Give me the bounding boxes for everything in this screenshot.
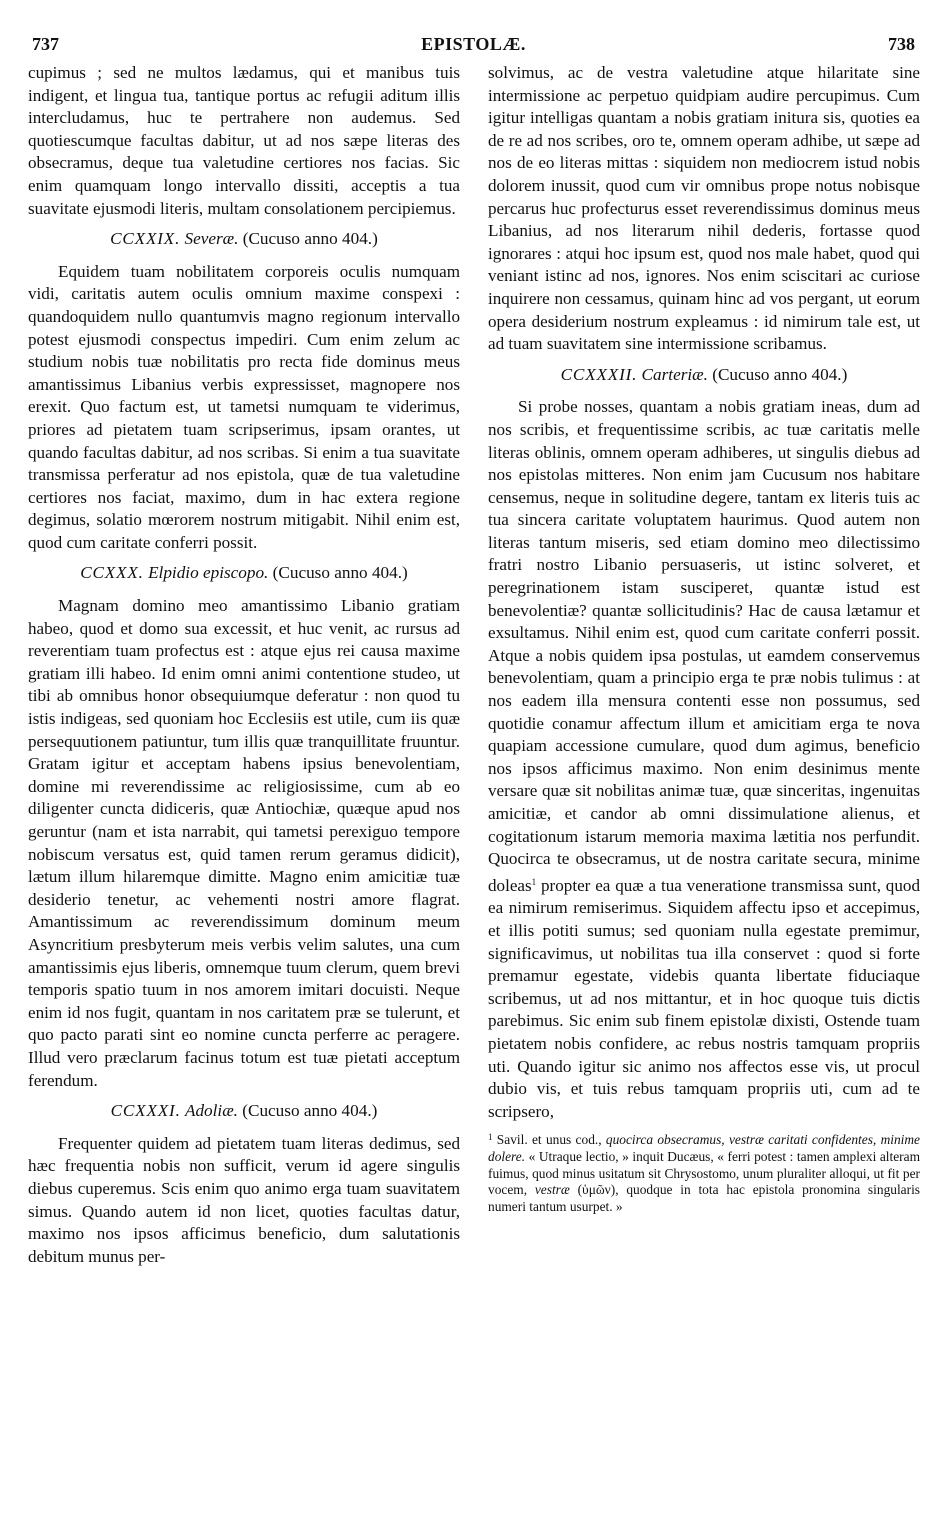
letter-body-229: Equidem tuam nobilitatem corporeis oculis numquam vidi, caritatis autem oculis omnium maxime conspexi : quandoquidem nullo quantumvis magno regionum intervallo potest ejusmodi conspectus impediri. Cum enim zelum ac studium nobis tuæ nobilitatis pro recta fide dominus meus amantissimus Libanius verbis expressisset, magnopere nos erexit. Quo factum est, ut tametsi numquam te viderimus, priores ad pietatem tuam scripserimus, ipsam orantes, ut quando facultas dabitur, ad nos scribas. Si enim a tua suavitate transmissa perferatur ad nos epistola, quæ de tua valetudine certiores nos faciat, maximo, dum in hac extera regione degimus, solatio mœrorem nostrum mitigabit. Nihil enim est, quod cum caritate conferri possit.	[28, 261, 460, 552]
left-column	[28, 62, 460, 1268]
letter-date: (Cucuso anno 404.)	[712, 364, 848, 384]
letter-number: CCXXXI.	[110, 1101, 181, 1121]
letter-number: CCXXX.	[80, 563, 144, 583]
footnote-reference: 1	[531, 876, 537, 887]
letter-addressee: Elpidio episcopo.	[148, 563, 269, 583]
letter-title-229	[28, 228, 460, 251]
running-header	[30, 34, 917, 60]
letter-date: (Cucuso anno 404.)	[242, 1101, 378, 1121]
letter-addressee: Carteriæ.	[641, 364, 708, 384]
letter-title-232	[488, 364, 920, 387]
footnote-text-1: Savil. et unus cod.,	[492, 1132, 606, 1148]
continuation-paragraph-left: cupimus ; sed ne multos lædamus, qui et manibus tuis indigent, et lingua tua, tantique portus ac refugii aditum illis intercludamus, huc te pertrahere non audemus. Sed quotiescumque facultas dabitur, ut ad nos sæpe literas des obsecramus, deque tua valetudine certiores nos facias. Sic enim quamquam longo intervallo dissiti, acceptis a tua suavitate ejusmodi literis, multam consolationem percipiemus.	[28, 63, 460, 218]
letter-body-232-part2: propter ea quæ a tua veneratione transmissa sunt, quod ea nimirum remiserimus. Siquidem affectu ipso et accepimus, et illis potiti sumus; sed quoniam nulla egestate premimur, significavimus, ut nobilitas tua illa conservet : quod si forte premamur egestate, videbis quanta libertate fiduciaque scribemus, ut ad nos mittantur, et in hoc quoque tuis dictis parebimus. Sic enim sub finem epistolæ dixisti, Ostende tuam pietatem nobis confidere, ac rebus nostris tamquam propriis uti. Quando igitur sic animo nos affectos esse vis, ut procul dubio vis, et tuis rebus tamquam propriis uti, cum ad te scripsero,	[488, 875, 920, 1121]
letter-addressee: Severæ.	[184, 229, 239, 249]
letter-body-232-part1: Si probe nosses, quantam a nobis gratiam ineas, dum ad nos scribis, et frequentissime scribis, ac tuæ caritatis melle literas oblinis, omnem operam adhiberes, ut singulis diebus ad nos epistolas mitteres. Non enim jam Cucusum nos habitare censemus, neque in solitudine degere, tantam ex literis tuis ac tua sincera caritate voluptatem haurimus. Quod autem non literas tantum miseris, sed etiam domino meo dilectissimo fratri nostro Libanio persuaseris, ut istinc solveret, et peregrinationem istam susciperet, quantæ istud est benevolentiæ? quantæ sollicitudinis? Hac de causa lætamur et exsultamus. Nihil enim est, quod cum caritate conferri possit. Atque a nobis quidem ipsa postulas, ut eamdem conservemus benevolentiam, quam a principio erga te præ nobis tulimus : at nos eadem illa mensura contenti esse non possumus, sed quotidie conamur affectum illum et amicitiam erga te nova quapiam accessione cumulare, quod dum agimus, beneficio nos ipsos afficimus maximo. Non enim desinimus mente versare quæ sit nobilitas animæ tuæ, quæ sinceritas, ingenuitas amicitiæ, et candor ab omni dissimulatione alienus, et cogitationum istarum memoria maxima lætitia nos perfundit. Quocirca te obsecramus, ut de nostra caritate secura, minime doleas	[488, 397, 920, 895]
footnote-text-3: (ὑμῶν), quodque in tota hac epistola pronomina singularis numeri tantum usurpet. »	[488, 1182, 921, 1214]
letter-body-230: Magnam domino meo amantissimo Libanio gratiam habeo, quod et domo sua excessit, et huc venit, ac rursus ad reverentiam tuam profectus est : atque ejus rei causa maxime gratiam illi habeo. Id enim omni animi contentione studeo, ut tibi ab omnibus honor obsequiumque deferatur : non quod tu istis indigeas, sed quoniam hoc Ecclesiis est utile, cum iis quæ persequutionem patiuntur, tum illis quæ tranquillitate fruuntur. Gratam igitur et acceptam habens ipsius benevolentiam, domine mi reverendissime ac religiosissime, cum ab eo diligenter cuncta didiceris, quæ Antiochiæ, quæque apud nos geruntur (nam et ista narrabit, qui tametsi perexiguo tempore nobiscum versatus est, quid tamen rerum geramus didicit), lætum illum hilaremque dimitte. Magno enim amicitiæ tuæ desiderio tenetur, ac vehementi nostri amore flagrat. Amantissimum ac reverendissimum dominum meum Asyncritium presbyterum meis verbis velim salutes, una cum amantissimis ejus liberis, omnemque tuum clerum, quem brevi temporis spatio tuum in nos amorem imitari docuisti. Neque enim id nos fugit, quantam in nos caritatem præ se tulerunt, et quo pacto parati sint eo nomine cuncta perferre ac peragere. Illud vero præclarum facinus totum est tuæ pietati acceptum ferendum.	[28, 596, 460, 1090]
letter-body-232	[488, 396, 920, 1123]
page-number-right: 738	[888, 34, 915, 54]
continuation-paragraph-right: solvimus, ac de vestra valetudine atque hilaritate sine intermissione ac perpetuo quidpiam audire percupimus. Cum igitur intelligas quantam a nobis gratiam initura sis, quoties ea de re ad nos scribes, oro te, omnem operam adhibe, ut sæpe ad nos de eo literas mittas : siquidem non mediocrem istud nobis dolorem inussit, quod cum vir omnibus prope notus nobisque percarus huc profecturus esset reverendissimus dominus meus Libanius, ad nos literarum nihil dederis, fortasse quod ignorares : atqui hoc ipsum est, quod nos male habet, quod qui veniant istinc ad nos, ignores. Nos enim sciscitari ac curiose inquirere non cessamus, quinam hinc ad vos pergant, ut eorum opera desiderium nostrum expleamus : id nimirum tale est, ut ad tuam suavitatem sine intermissione scribamus.	[488, 63, 920, 354]
footnote-mark: 1	[488, 1132, 493, 1143]
right-column	[488, 62, 920, 1215]
letter-title-230	[28, 562, 460, 585]
running-title: EPISTOLÆ.	[421, 34, 526, 54]
letter-number: CCXXIX.	[110, 229, 181, 249]
footnote	[488, 1129, 920, 1215]
letter-date: (Cucuso anno 404.)	[272, 563, 408, 583]
footnote-text-2: « Utraque lectio, » inquit Ducæus, « ferri potest : tamen amplexi alteram fuimus, quod minus usitatum sit Chrysostomo, unum pluraliter alloqui, ut fit per vocem,	[488, 1148, 920, 1198]
letter-date: (Cucuso anno 404.)	[242, 229, 378, 249]
letter-title-231	[28, 1100, 460, 1123]
page-number-left: 737	[32, 34, 59, 54]
letter-addressee: Adoliæ.	[184, 1101, 238, 1121]
letter-body-231: Frequenter quidem ad pietatem tuam literas dedimus, sed hæc frequentia nobis non sufficit, verum id agere singulis diebus cuperemus. Scis enim quo animo erga tuam suavitatem simus. Quando autem id non licet, quoties facultas datur, maximo nos ipsos afficimus beneficio, dum salutationis debitum munus per-	[28, 1133, 460, 1266]
footnote-italic-1: quocirca obsecramus, vestræ caritati confidentes, minime dolere.	[488, 1132, 920, 1164]
letter-number: CCXXXII.	[560, 364, 638, 384]
footnote-italic-2: vestræ	[534, 1182, 570, 1198]
